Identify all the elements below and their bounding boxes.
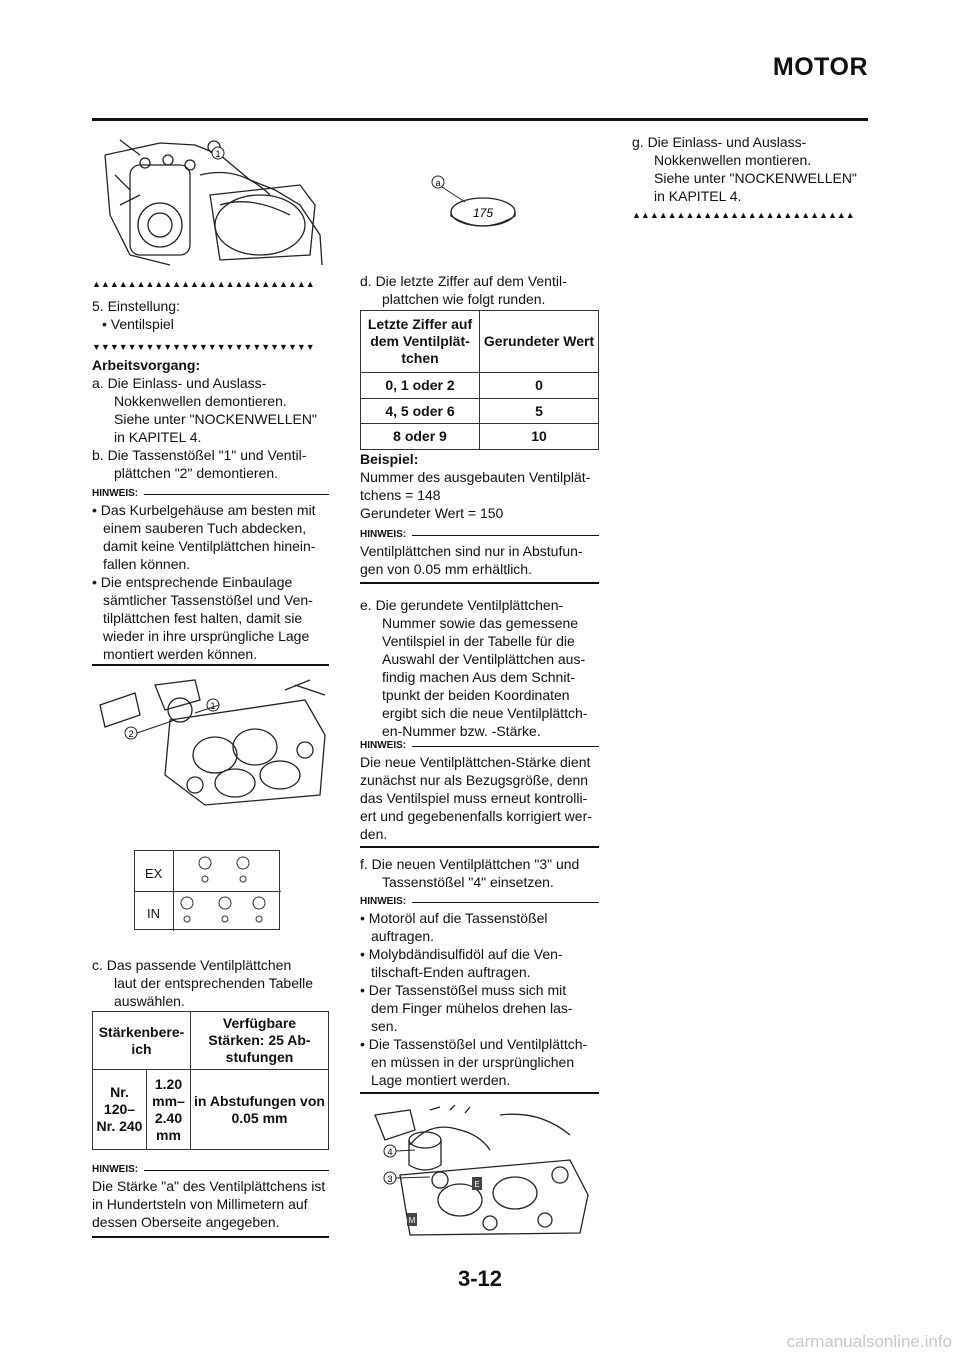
note-line: • Motoröl auf die Tassenstößel bbox=[360, 910, 548, 926]
step-e-line: e. Die gerundete Ventilplättchen- bbox=[360, 597, 564, 613]
note-line: Die Stärke "a" des Ventilplättchens ist bbox=[92, 1178, 326, 1194]
note-line: ert und gegebenenfalls korrigiert wer- bbox=[360, 808, 592, 824]
step-a-line: Siehe unter "NOCKENWELLEN" bbox=[114, 411, 317, 427]
example-line: Gerundeter Wert = 150 bbox=[360, 505, 504, 521]
step-b-line: b. Die Tassenstößel "1" und Ventil- bbox=[92, 447, 307, 463]
note-label: HINWEIS: bbox=[360, 896, 407, 907]
svg-text:M: M bbox=[408, 1216, 416, 1225]
procedure-start-marker: ▼▼▼▼▼▼▼▼▼▼▼▼▼▼▼▼▼▼▼▼▼▼▼▼▼ bbox=[92, 342, 315, 352]
note-line: Lage montiert werden. bbox=[371, 1072, 511, 1088]
example-heading: Beispiel: bbox=[360, 451, 419, 467]
step-g-line: in KAPITEL 4. bbox=[654, 188, 742, 204]
step-e-line: ergibt sich die neue Ventilplättch- bbox=[382, 705, 588, 721]
step-e-line: Nummer sowie das gemessene bbox=[382, 615, 579, 631]
step-5-bullet: • Ventilspiel bbox=[102, 316, 174, 332]
note-line: • Die entsprechende Einbaulage bbox=[92, 574, 293, 590]
step-e-line: Auswahl der Ventilplättchen aus- bbox=[382, 651, 586, 667]
shim-range-table bbox=[92, 1011, 329, 1150]
note-line: Die neue Ventilplättchen-Stärke dient bbox=[360, 754, 591, 770]
note-label: HINWEIS: bbox=[92, 1164, 139, 1175]
svg-text:2: 2 bbox=[128, 729, 134, 739]
valve-layout-diagram bbox=[134, 850, 280, 930]
step-e-line: tpunkt der beiden Koordinaten bbox=[382, 687, 570, 703]
step-e-line: findig machen Aus dem Schnit- bbox=[382, 669, 575, 685]
step-c-line: laut der entsprechenden Tabelle bbox=[114, 975, 314, 991]
example-line: tchens = 148 bbox=[360, 487, 441, 503]
note-line: in Hundertsteln von Millimetern auf bbox=[92, 1196, 308, 1212]
step-g-line: g. Die Einlass- und Auslass- bbox=[632, 134, 807, 150]
rounding-table bbox=[360, 310, 599, 450]
step-e-line: en-Nummer bzw. -Stärke. bbox=[382, 723, 541, 739]
step-a-line: in KAPITEL 4. bbox=[114, 429, 202, 445]
table-cell: 10 bbox=[480, 424, 599, 450]
step-d-line: plattchen wie folgt runden. bbox=[382, 291, 546, 307]
note-label: HINWEIS: bbox=[92, 488, 139, 499]
svg-text:1: 1 bbox=[210, 701, 216, 711]
note-line: dessen Oberseite angegeben. bbox=[92, 1214, 280, 1230]
note-heading bbox=[92, 1164, 329, 1176]
step-f-line: f. Die neuen Ventilplättchen "3" und bbox=[360, 856, 580, 872]
note-label: HINWEIS: bbox=[360, 529, 407, 540]
table-cell: 4, 5 oder 6 bbox=[361, 399, 480, 424]
step-5: 5. Einstellung: bbox=[92, 298, 180, 314]
svg-text:E: E bbox=[474, 1180, 480, 1189]
step-g-line: Siehe unter "NOCKENWELLEN" bbox=[654, 170, 857, 186]
svg-text:3: 3 bbox=[387, 1174, 393, 1184]
note-line: gen von 0.05 mm erhältlich. bbox=[360, 561, 532, 577]
table-cell: Nr. 120– Nr. 240 bbox=[93, 1070, 147, 1150]
tappet-install-illustration bbox=[370, 1105, 592, 1237]
note-line: sen. bbox=[371, 1018, 398, 1034]
note-line: • Die Tassenstößel und Ventilplättch- bbox=[360, 1036, 588, 1052]
note-end-rule bbox=[360, 846, 599, 848]
step-e-line: Ventilspiel in der Tabelle für die bbox=[382, 633, 575, 649]
table-cell: in Abstufungen von 0.05 mm bbox=[191, 1070, 329, 1150]
step-a-line: Nokkenwellen demontieren. bbox=[114, 393, 287, 409]
table-cell: 1.20 mm– 2.40 mm bbox=[147, 1070, 191, 1150]
table-cell: 0, 1 oder 2 bbox=[361, 373, 480, 399]
note-line: den. bbox=[360, 826, 388, 842]
table-header: Letzte Ziffer auf dem Ventilplät-tchen bbox=[361, 311, 480, 373]
svg-text:1: 1 bbox=[215, 149, 221, 159]
exhaust-label: EX bbox=[145, 866, 163, 881]
note-line: tilplättchen fest halten, damit sie bbox=[103, 610, 303, 626]
note-end-rule bbox=[360, 1092, 599, 1094]
intake-label: IN bbox=[147, 906, 160, 921]
note-heading bbox=[360, 740, 599, 752]
table-cell: 0 bbox=[480, 373, 599, 399]
cylinder-head-illustration bbox=[95, 675, 327, 810]
note-line: dem Finger mühelos drehen las- bbox=[371, 1000, 573, 1016]
svg-text:a: a bbox=[435, 178, 441, 188]
step-c-line: c. Das passende Ventilplättchen bbox=[92, 957, 292, 973]
note-line: zunächst nur als Bezugsgröße, denn bbox=[360, 772, 589, 788]
step-g-line: Nokkenwellen montieren. bbox=[654, 152, 812, 168]
table-header: Verfügbare Stärken: 25 Ab-stufungen bbox=[191, 1012, 329, 1070]
svg-text:175: 175 bbox=[472, 206, 494, 220]
note-heading bbox=[360, 529, 599, 541]
step-d-line: d. Die letzte Ziffer auf dem Ventil- bbox=[360, 273, 567, 289]
note-line: einem sauberen Tuch abdecken, bbox=[103, 520, 307, 536]
step-c-line: auswählen. bbox=[114, 993, 185, 1009]
note-line: en müssen in der ursprünglichen bbox=[371, 1054, 575, 1070]
note-line: sämtlicher Tassenstößel und Ven- bbox=[103, 592, 313, 608]
steps-start-marker: ▲▲▲▲▲▲▲▲▲▲▲▲▲▲▲▲▲▲▲▲▲▲▲▲▲ bbox=[92, 279, 315, 289]
camshaft-illustration bbox=[100, 135, 325, 270]
note-line: tilschaft-Enden auftragen. bbox=[371, 964, 531, 980]
note-heading bbox=[92, 488, 329, 500]
watermark: carmanualsonline.info bbox=[786, 1332, 952, 1351]
note-end-rule bbox=[92, 664, 329, 666]
note-end-rule bbox=[360, 582, 599, 584]
step-f-line: Tassenstößel "4" einsetzen. bbox=[382, 874, 554, 890]
note-line: damit keine Ventilplättchen hinein- bbox=[103, 538, 316, 554]
page-title: MOTOR bbox=[772, 53, 868, 81]
table-cell: 8 oder 9 bbox=[361, 424, 480, 450]
step-b-line: plättchen "2" demontieren. bbox=[114, 465, 279, 481]
note-line: das Ventilspiel muss erneut kontrolli- bbox=[360, 790, 588, 806]
note-line: wieder in ihre ursprüngliche Lage bbox=[103, 628, 310, 644]
note-line: • Der Tassenstößel muss sich mit bbox=[360, 982, 567, 998]
svg-text:4: 4 bbox=[387, 1147, 393, 1157]
note-line: montiert werden können. bbox=[103, 646, 258, 662]
procedure-heading: Arbeitsvorgang: bbox=[92, 357, 201, 373]
note-heading bbox=[360, 896, 599, 908]
note-line: • Das Kurbelgehäuse am besten mit bbox=[92, 502, 316, 518]
step-a-line: a. Die Einlass- und Auslass- bbox=[92, 375, 267, 391]
table-header: Stärkenbere-ich bbox=[93, 1012, 191, 1070]
steps-end-marker: ▲▲▲▲▲▲▲▲▲▲▲▲▲▲▲▲▲▲▲▲▲▲▲▲▲ bbox=[632, 210, 855, 220]
header-rule bbox=[92, 118, 868, 121]
valve-shim-illustration bbox=[425, 170, 520, 242]
example-line: Nummer des ausgebauten Ventilplät- bbox=[360, 469, 591, 485]
note-line: auftragen. bbox=[371, 928, 435, 944]
note-label: HINWEIS: bbox=[360, 740, 407, 751]
note-end-rule bbox=[92, 1236, 329, 1238]
note-line: Ventilplättchen sind nur in Abstufun- bbox=[360, 543, 583, 559]
note-line: fallen können. bbox=[103, 556, 191, 572]
note-line: • Molybdändisulfidöl auf die Ven- bbox=[360, 946, 563, 962]
table-header: Gerundeter Wert bbox=[480, 311, 599, 373]
page-number: 3-12 bbox=[457, 1266, 503, 1291]
table-cell: 5 bbox=[480, 399, 599, 424]
